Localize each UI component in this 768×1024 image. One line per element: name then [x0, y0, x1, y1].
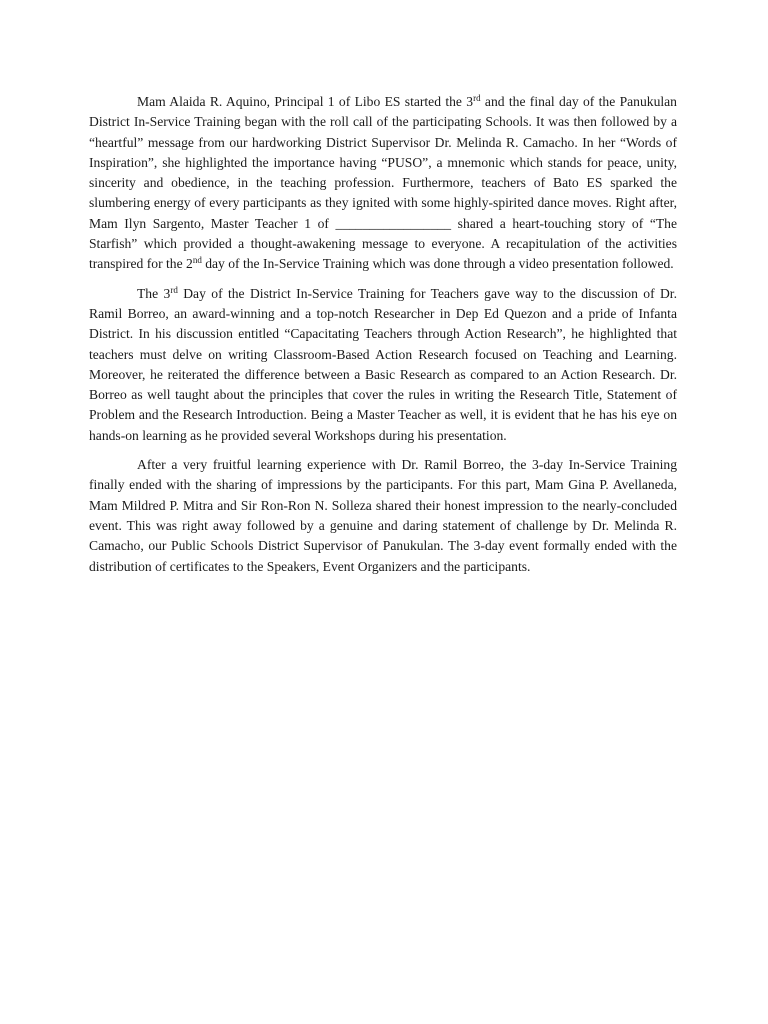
ordinal-suffix: rd — [170, 284, 178, 295]
ordinal-suffix: rd — [473, 93, 481, 103]
text-segment: Mam Alaida R. Aquino, Principal 1 of Libo ES started the 3 — [137, 94, 474, 109]
paragraph-research-discussion — [89, 284, 677, 446]
text-segment: day of the In-Service Training which was done through a video presentation followed. — [201, 256, 674, 272]
document-page — [89, 92, 677, 586]
paragraph-opening-day — [89, 92, 677, 275]
ordinal-suffix: nd — [192, 255, 202, 266]
paragraph-closing — [89, 455, 677, 577]
text-segment: Day of the District In-Service Training for Teachers gave way to the discussion of Dr. Ramil Borreo, an award-winning and a top-notch Researcher in Dep Ed Quezon and a pride of Infanta District. In his discussion entitled “Capacitating Teachers through Action Research”, he highlighted that teachers must delve on writing Classroom-Based Action Research focused on Teaching and Learning. Moreover, he reiterated the difference between a Basic Research as compared to an Action Research. Dr. Borreo as well taught about the principles that cover the rules in writing the Research Title, Statement of Problem and the Research Introduction. Being a Master Teacher as well, it is evident that he has his eye on hands-on learning as he provided several Workshops during his presentation. — [89, 285, 677, 443]
text-segment: and the final day of the Panukulan District In-Service Training began with the roll call of the participating Schools. It was then followed by a “heartful” message from our hardworking District Supervisor Dr. Melinda R. Camacho. In her “Words of Inspiration”, she highlighted the importance having “PUSO”, a mnemonic which stands for peace, unity, sincerity and obedience, in the teaching profession. Furthermore, teachers of Bato ES sparked the slumbering energy of every participants as they ignited with some highly-spirited dance moves. Right after, Mam Ilyn Sargento, Master Teacher 1 of _________________ shared a heart-touching story of “The Starfish” which provided a thought-awakening message to everyone. A recapitulation of the activities transpired for the 2 — [89, 94, 677, 272]
text-segment: The 3 — [137, 285, 171, 301]
text-segment: After a very fruitful learning experience with Dr. Ramil Borreo, the 3-day In-Service Training finally ended with the sharing of impressions by the participants. For this part, Mam Gina P. Avellaneda, Mam Mildred P. Mitra and Sir Ron-Ron N. Solleza shared their honest impression to the nearly-concluded event. This was right away followed by a genuine and daring statement of challenge by Dr. Melinda R. Camacho, our Public Schools District Supervisor of Panukulan. The 3-day event formally ended with the distribution of certificates to the Speakers, Event Organizers and the participants. — [89, 457, 677, 574]
